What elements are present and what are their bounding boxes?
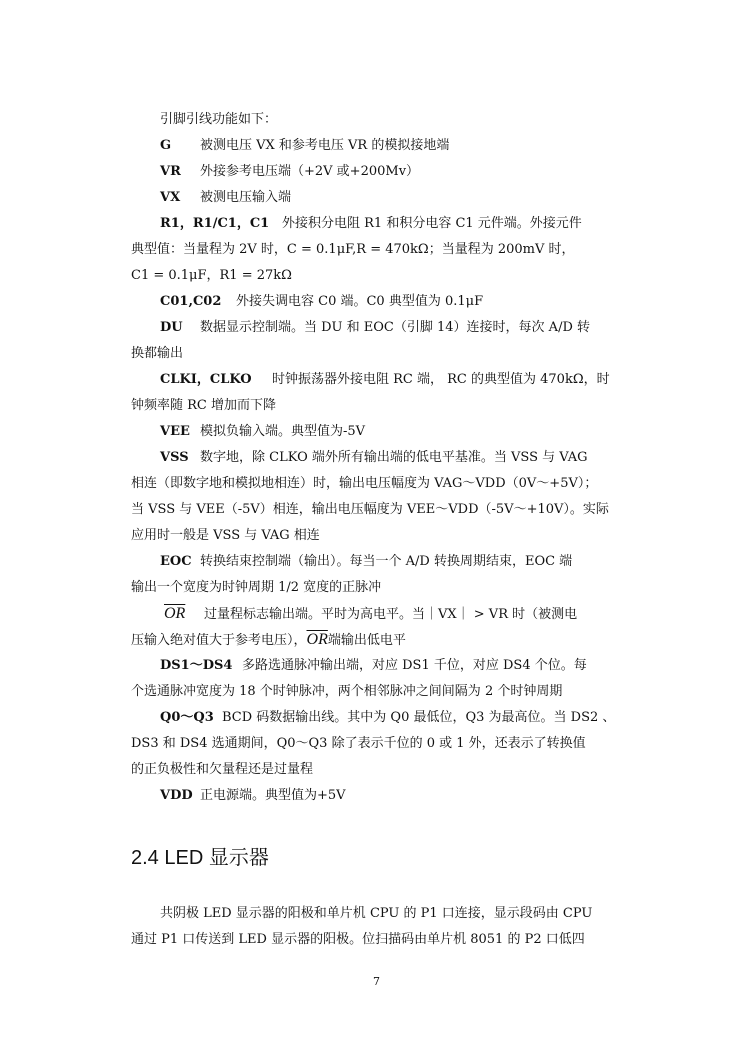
- pin-description: 模拟负输入端。典型值为-5V: [200, 424, 366, 439]
- section-paragraph-line: 通过 P1 口传送到 LED 显示器的阳极。位扫描码由单片机 8051 的 P2 口低四: [131, 932, 585, 947]
- pin-vss: [160, 450, 588, 466]
- pin-r1-c1-line: C1 = 0.1μF，R1 = 27kΩ: [131, 268, 292, 283]
- pin-g: [160, 138, 449, 154]
- pin-ds1-ds4-line: 个选通脉冲宽度为 18 个时钟脉冲，两个相邻脉冲之间间隔为 2 个时钟周期: [131, 684, 563, 699]
- pin-description: 转换结束控制端（输出）。每当一个 A/D 转换周期结束，EOC 端: [200, 554, 573, 569]
- pin-description: 外接参考电压端（+2V 或+200Mv）: [200, 164, 420, 179]
- pin-description: 被测电压输入端: [200, 190, 292, 205]
- pin-label: DU: [160, 320, 183, 335]
- page-number: 7: [373, 975, 380, 988]
- or-line-text: 端输出低电平: [327, 633, 406, 648]
- pin-du: [160, 320, 590, 336]
- pin-vr: [160, 164, 419, 180]
- pin-r1-c1-line: 典型值：当量程为 2V 时，C = 0.1μF,R = 470kΩ；当量程为 200mV 时，: [131, 242, 575, 257]
- pin-or-line: [131, 632, 406, 649]
- pin-label: C01,C02: [160, 294, 222, 309]
- pin-vss-line: 相连（即数字地和模拟地相连）时，输出电压幅度为 VAG～VDD（0V～+5V）；: [131, 476, 598, 491]
- pin-label: CLKI，CLKO: [160, 372, 252, 387]
- pin-ds1-ds4: [160, 658, 587, 674]
- pin-description: 外接积分电阻 R1 和积分电容 C1 元件端。外接元件: [282, 216, 582, 231]
- pin-label: VSS: [160, 450, 189, 465]
- section-heading: 2.4 LED 显示器: [131, 847, 269, 869]
- section-paragraph-line: 共阴极 LED 显示器的阳极和单片机 CPU 的 P1 口连接，显示段码由 CPU: [160, 906, 593, 921]
- or-line-text: 压输入绝对值大于参考电压），: [131, 633, 307, 648]
- pin-vss-line: 应用时一般是 VSS 与 VAG 相连: [131, 528, 320, 543]
- pin-clki-clko-line: 钟频率随 RC 增加而下降: [131, 398, 276, 413]
- pin-description: BCD 码数据输出线。其中为 Q0 最低位，Q3 为最高位。当 DS2 、: [222, 710, 616, 725]
- pin-description: 数据显示控制端。当 DU 和 EOC（引脚 14）连接时，每次 A/D 转: [200, 320, 591, 335]
- pin-description: 被测电压 VX 和参考电压 VR 的模拟接地端: [200, 138, 450, 153]
- pin-eoc: [160, 554, 572, 570]
- pin-description: 正电源端。典型值为+5V: [200, 788, 346, 803]
- pin-label: VX: [160, 190, 181, 205]
- pin-label: G: [160, 138, 172, 153]
- pin-vee: [160, 424, 365, 440]
- pin-label: R1，R1/C1，C1: [160, 216, 270, 231]
- intro-text: 引脚引线功能如下：: [160, 112, 278, 127]
- pin-q0-q3-line: DS3 和 DS4 选通期间，Q0～Q3 除了表示千位的 0 或 1 外，还表示了转换值: [131, 736, 586, 751]
- pin-label: VDD: [160, 788, 193, 803]
- pin-description: 多路选通脉冲输出端，对应 DS1 千位，对应 DS4 个位。每: [242, 658, 587, 673]
- pin-r1-c1: [160, 216, 582, 232]
- pin-label: EOC: [160, 554, 192, 569]
- pin-or: [160, 606, 577, 623]
- pin-description: 时钟振荡器外接电阻 RC 端， RC 的典型值为 470kΩ，时: [272, 372, 610, 387]
- or-overline-label: $\overline{OR}$: [164, 605, 186, 622]
- pin-label: VR: [160, 164, 181, 179]
- pin-c01-c02: [160, 294, 483, 310]
- pin-description: 过量程标志输出端。平时为高电平。当｜VX｜ > VR 时（被测电: [204, 607, 578, 622]
- pin-vss-line: 当 VSS 与 VEE（-5V）相连，输出电压幅度为 VEE～VDD（-5V～+10V）。实际: [131, 502, 609, 517]
- pin-q0-q3-line: 的正负极性和欠量程还是过量程: [131, 762, 314, 777]
- pin-label: DS1～DS4: [160, 658, 233, 673]
- pin-label: VEE: [160, 424, 190, 439]
- pin-description: 数字地，除 CLKO 端外所有输出端的低电平基准。当 VSS 与 VAG: [200, 450, 588, 465]
- pin-vx: [160, 190, 291, 206]
- pin-eoc-line: 输出一个宽度为时钟周期 1/2 宽度的正脉冲: [131, 580, 382, 595]
- or-overline-label: $\overline{OR}$: [306, 631, 328, 648]
- pin-clki-clko: [160, 372, 610, 388]
- pin-vdd: [160, 788, 346, 804]
- pin-q0-q3: [160, 710, 615, 726]
- pin-du-line: 换都输出: [131, 346, 184, 361]
- pin-label: Q0～Q3: [160, 710, 214, 725]
- pin-description: 外接失调电容 C0 端。C0 典型值为 0.1μF: [236, 294, 484, 309]
